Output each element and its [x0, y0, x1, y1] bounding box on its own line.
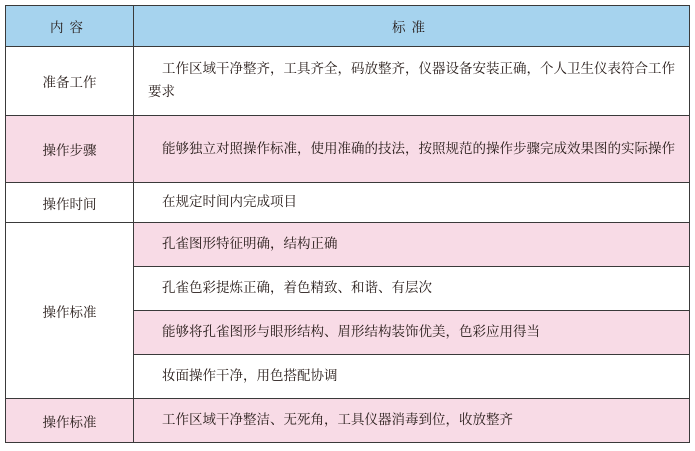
row-label: 准备工作 — [6, 47, 134, 116]
row-label: 操作步骤 — [6, 116, 134, 183]
row-label: 操作标准 — [6, 399, 134, 443]
row-standard-item: 能够将孔雀图形与眼形结构、眉形结构装饰优美，色彩应用得当 — [134, 311, 690, 355]
row-label: 操作时间 — [6, 183, 134, 223]
table-row — [6, 47, 690, 116]
row-standard-item: 孔雀图形特征明确，结构正确 — [134, 223, 690, 267]
row-standard-item: 孔雀色彩提炼正确，着色精致、和谐、有层次 — [134, 267, 690, 311]
standards-table — [5, 5, 690, 443]
header-standard: 标准 — [134, 6, 690, 47]
row-standard: 能够独立对照操作标准，使用准确的技法，按照规范的操作步骤完成效果图的实际操作 — [134, 116, 690, 183]
header-content: 内容 — [6, 6, 134, 47]
row-standard: 在规定时间内完成项目 — [134, 183, 690, 223]
table-header-row — [6, 6, 690, 47]
row-standard: 工作区域干净整洁、无死角，工具仪器消毒到位，收放整齐 — [134, 399, 690, 443]
row-standard: 工作区域干净整齐，工具齐全，码放整齐，仪器设备安装正确，个人卫生仪表符合工作要求 — [134, 47, 690, 116]
table-row — [6, 116, 690, 183]
row-label: 操作标准 — [6, 223, 134, 399]
table-row — [6, 183, 690, 223]
table-row — [6, 399, 690, 443]
row-standard-item: 妆面操作干净，用色搭配协调 — [134, 355, 690, 399]
table-row — [6, 223, 690, 267]
